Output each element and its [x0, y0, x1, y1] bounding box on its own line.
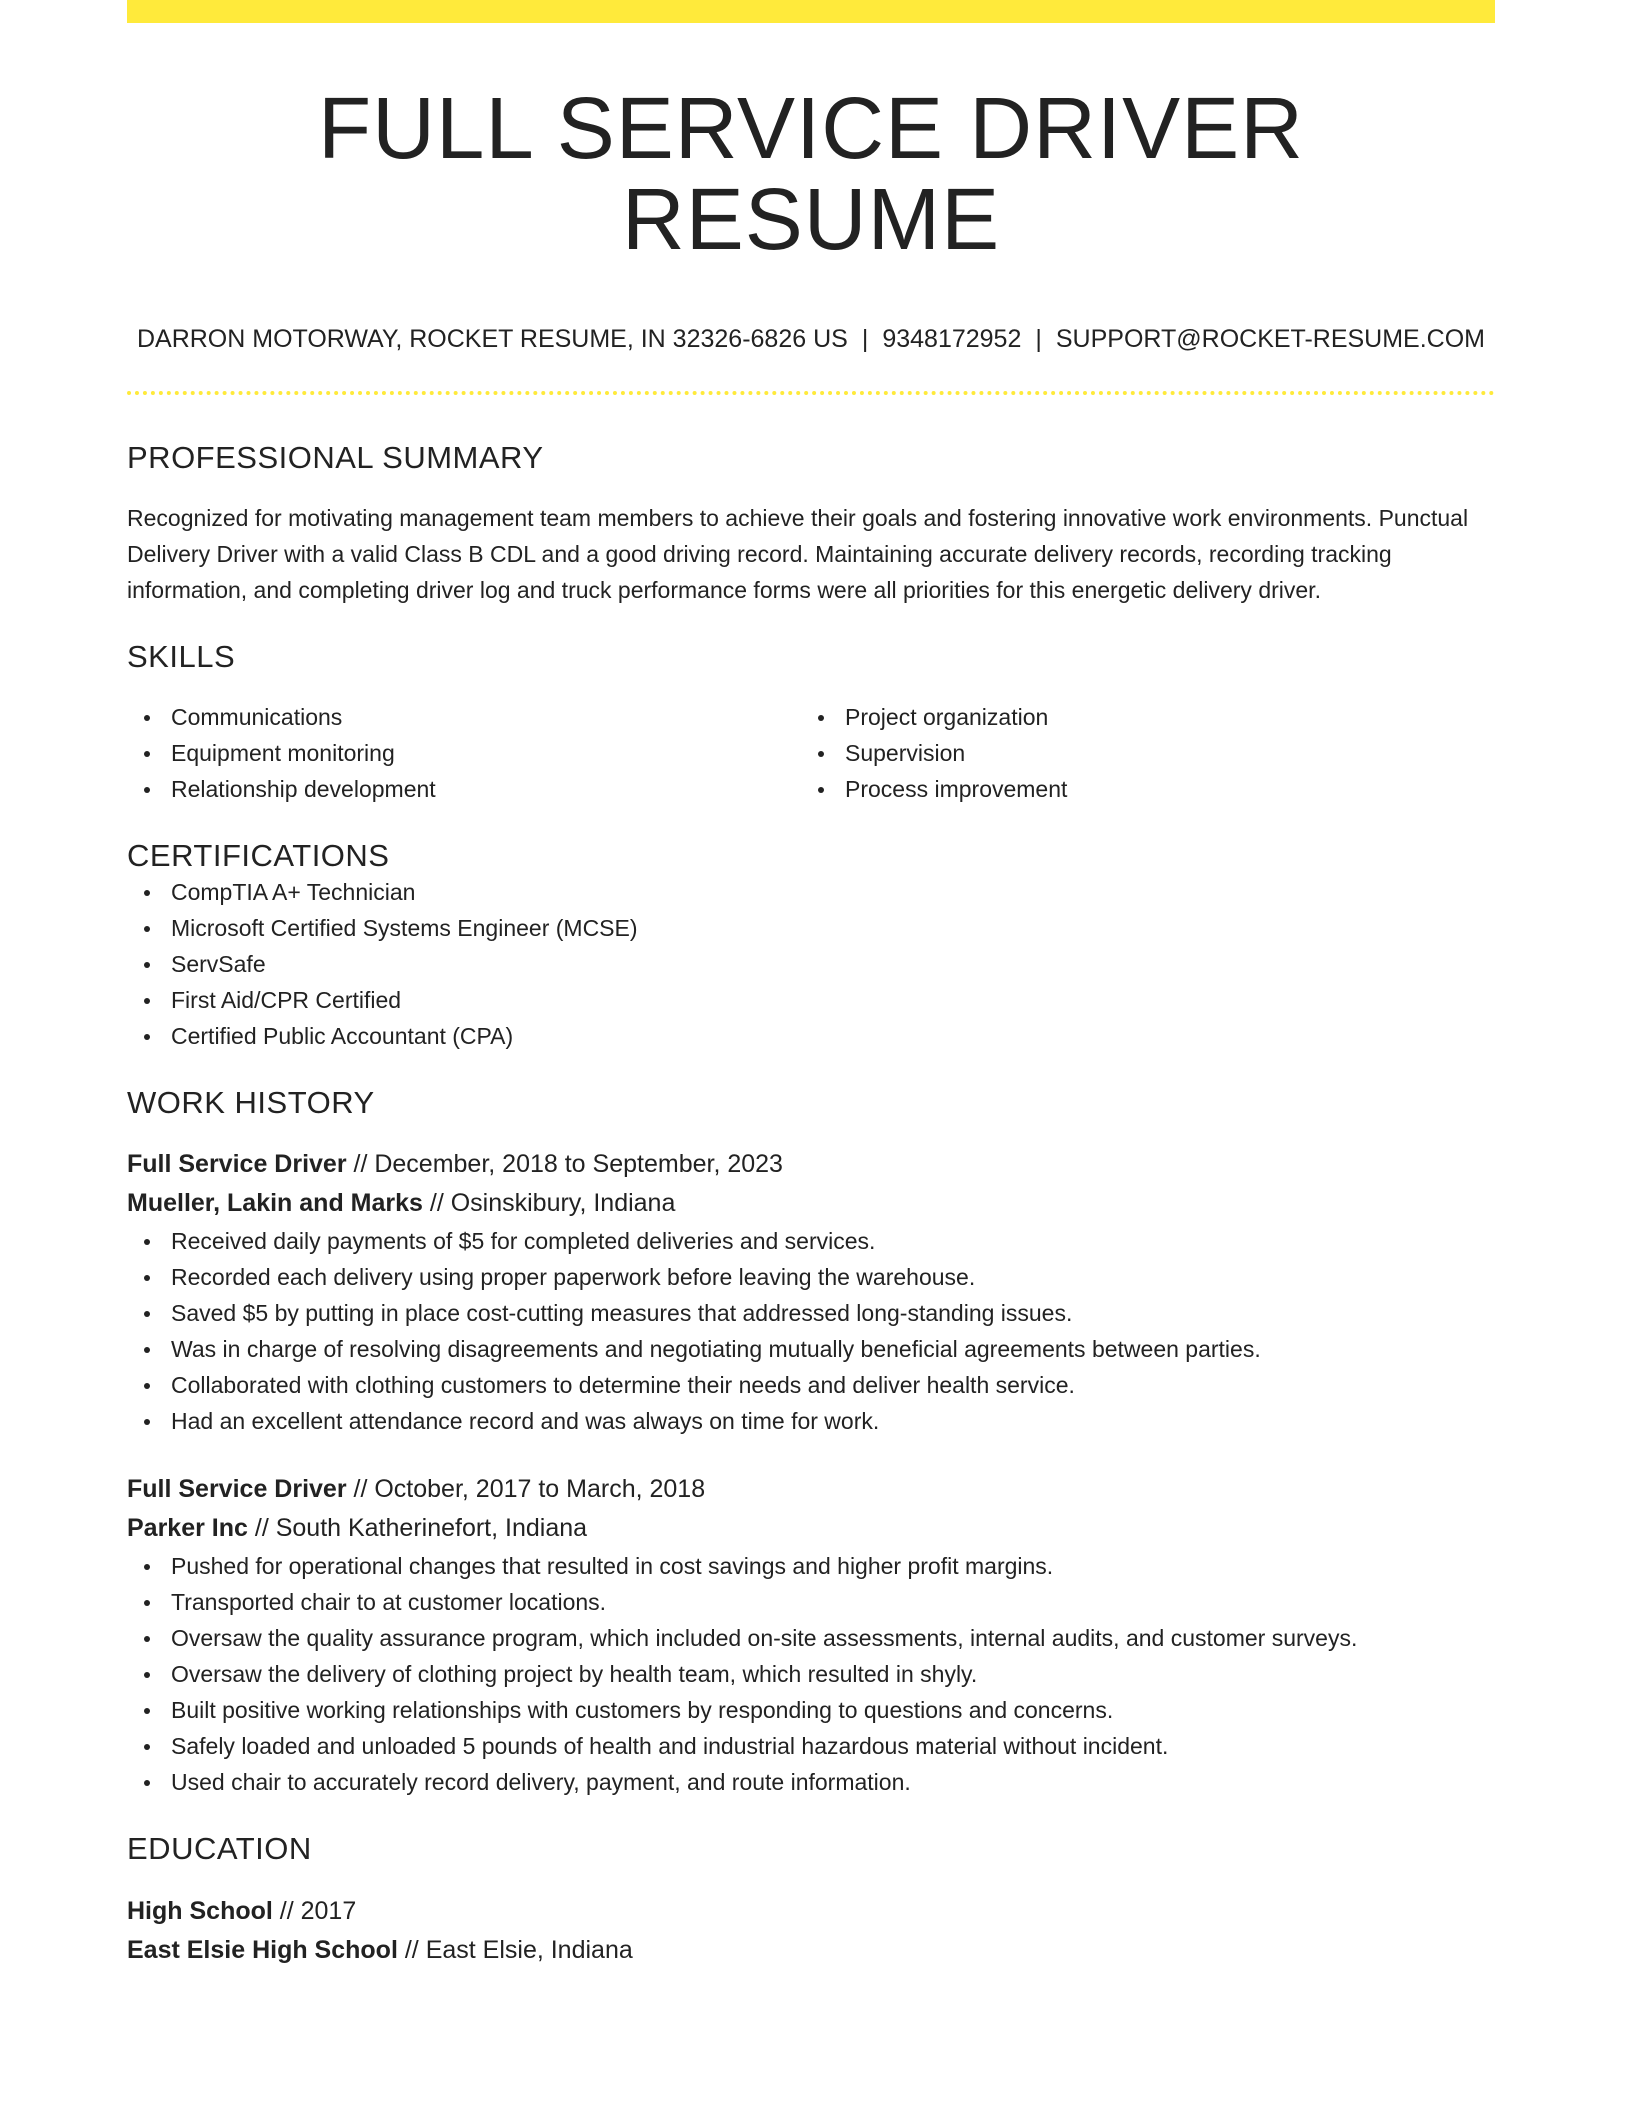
job-duty-item: Recorded each delivery using proper paperwork before leaving the warehouse. [127, 1259, 1495, 1295]
job-dates: // October, 2017 to March, 2018 [346, 1475, 706, 1504]
top-accent-bar [127, 0, 1495, 23]
job-entry [127, 1470, 1495, 1800]
certification-item: ServSafe [127, 946, 1495, 982]
page-title: FULL SERVICE DRIVER RESUME [318, 80, 1304, 269]
job-title: Full Service Driver [127, 1475, 347, 1504]
job-title-line [127, 1470, 1495, 1509]
job-title-line [127, 1145, 1495, 1184]
skill-item: Relationship development [127, 771, 801, 807]
work-history-heading: WORK HISTORY [127, 1085, 375, 1121]
job-duty-item: Saved $5 by putting in place cost-cutting measures that addressed long-standing issues. [127, 1295, 1495, 1331]
contact-separator: | [1035, 324, 1042, 353]
job-duty-item: Used chair to accurately record delivery, payment, and route information. [127, 1764, 1495, 1800]
job-company-line [127, 1509, 1495, 1548]
job-company: Mueller, Lakin and Marks [127, 1189, 423, 1218]
education-entry [127, 1892, 1495, 1970]
job-duty-item: Had an excellent attendance record and was always on time for work. [127, 1403, 1495, 1439]
contact-email: SUPPORT@ROCKET-RESUME.COM [1055, 324, 1486, 353]
certifications-list [127, 874, 1495, 1054]
contact-phone: 9348172952 [882, 324, 1022, 353]
skills-list-right [801, 699, 1475, 807]
certification-item: Certified Public Accountant (CPA) [127, 1018, 1495, 1054]
job-company: Parker Inc [127, 1514, 248, 1543]
job-duty-item: Oversaw the delivery of clothing project by health team, which resulted in shyly. [127, 1656, 1495, 1692]
job-duty-item: Transported chair to at customer locations. [127, 1584, 1495, 1620]
contact-line [127, 324, 1495, 354]
education-degree: High School [127, 1896, 273, 1925]
education-school-line [127, 1931, 1495, 1970]
resume-page [127, 0, 1495, 1970]
job-duty-item: Collaborated with clothing customers to determine their needs and deliver health service. [127, 1367, 1495, 1403]
job-location: // Osinskibury, Indiana [422, 1189, 676, 1218]
summary-heading: PROFESSIONAL SUMMARY [127, 439, 544, 475]
summary-text: Recognized for motivating management team members to achieve their goals and fostering innovative work environments. Punctual Delivery Driver with a valid Class B CDL and a good driving record. Maintaining accurate delivery records, recording tracking information, and completing driver log and truck performance forms were all priorities for this energetic delivery driver. [127, 504, 1469, 603]
job-title: Full Service Driver [127, 1150, 347, 1179]
certification-item: First Aid/CPR Certified [127, 982, 1495, 1018]
education-location: // East Elsie, Indiana [397, 1935, 633, 1964]
contact-separator: | [861, 324, 869, 353]
skills-list-left [127, 699, 801, 807]
education-year: // 2017 [272, 1896, 357, 1925]
certification-item: CompTIA A+ Technician [127, 874, 1495, 910]
skills-grid [127, 699, 1495, 807]
job-dates: // December, 2018 to September, 2023 [346, 1150, 783, 1179]
skill-item: Communications [127, 699, 801, 735]
job-duty-item: Was in charge of resolving disagreements and negotiating mutually beneficial agreements between parties. [127, 1331, 1495, 1367]
job-duty-item: Built positive working relationships with customers by responding to questions and concerns. [127, 1692, 1495, 1728]
job-location: // South Katherinefort, Indiana [247, 1514, 588, 1543]
job-company-line [127, 1184, 1495, 1223]
skill-item: Process improvement [801, 771, 1475, 807]
education-degree-line [127, 1892, 1495, 1931]
job-duties-list [127, 1223, 1495, 1439]
education-heading: EDUCATION [127, 1831, 312, 1867]
education-school: East Elsie High School [127, 1935, 398, 1964]
job-duty-item: Safely loaded and unloaded 5 pounds of health and industrial hazardous material without incident. [127, 1728, 1495, 1764]
contact-address: DARRON MOTORWAY, ROCKET RESUME, IN 32326-6826 US [136, 324, 848, 353]
job-entry [127, 1145, 1495, 1439]
skill-item: Equipment monitoring [127, 735, 801, 771]
job-duties-list [127, 1548, 1495, 1800]
certifications-heading: CERTIFICATIONS [127, 838, 390, 874]
skill-item: Supervision [801, 735, 1475, 771]
job-duty-item: Oversaw the quality assurance program, which included on-site assessments, internal audits, and customer surveys. [127, 1620, 1495, 1656]
certification-item: Microsoft Certified Systems Engineer (MCSE) [127, 910, 1495, 946]
skill-item: Project organization [801, 699, 1475, 735]
job-duty-item: Received daily payments of $5 for completed deliveries and services. [127, 1223, 1495, 1259]
job-duty-item: Pushed for operational changes that resulted in cost savings and higher profit margins. [127, 1548, 1495, 1584]
dotted-divider [127, 391, 1495, 395]
skills-heading: SKILLS [127, 638, 236, 674]
